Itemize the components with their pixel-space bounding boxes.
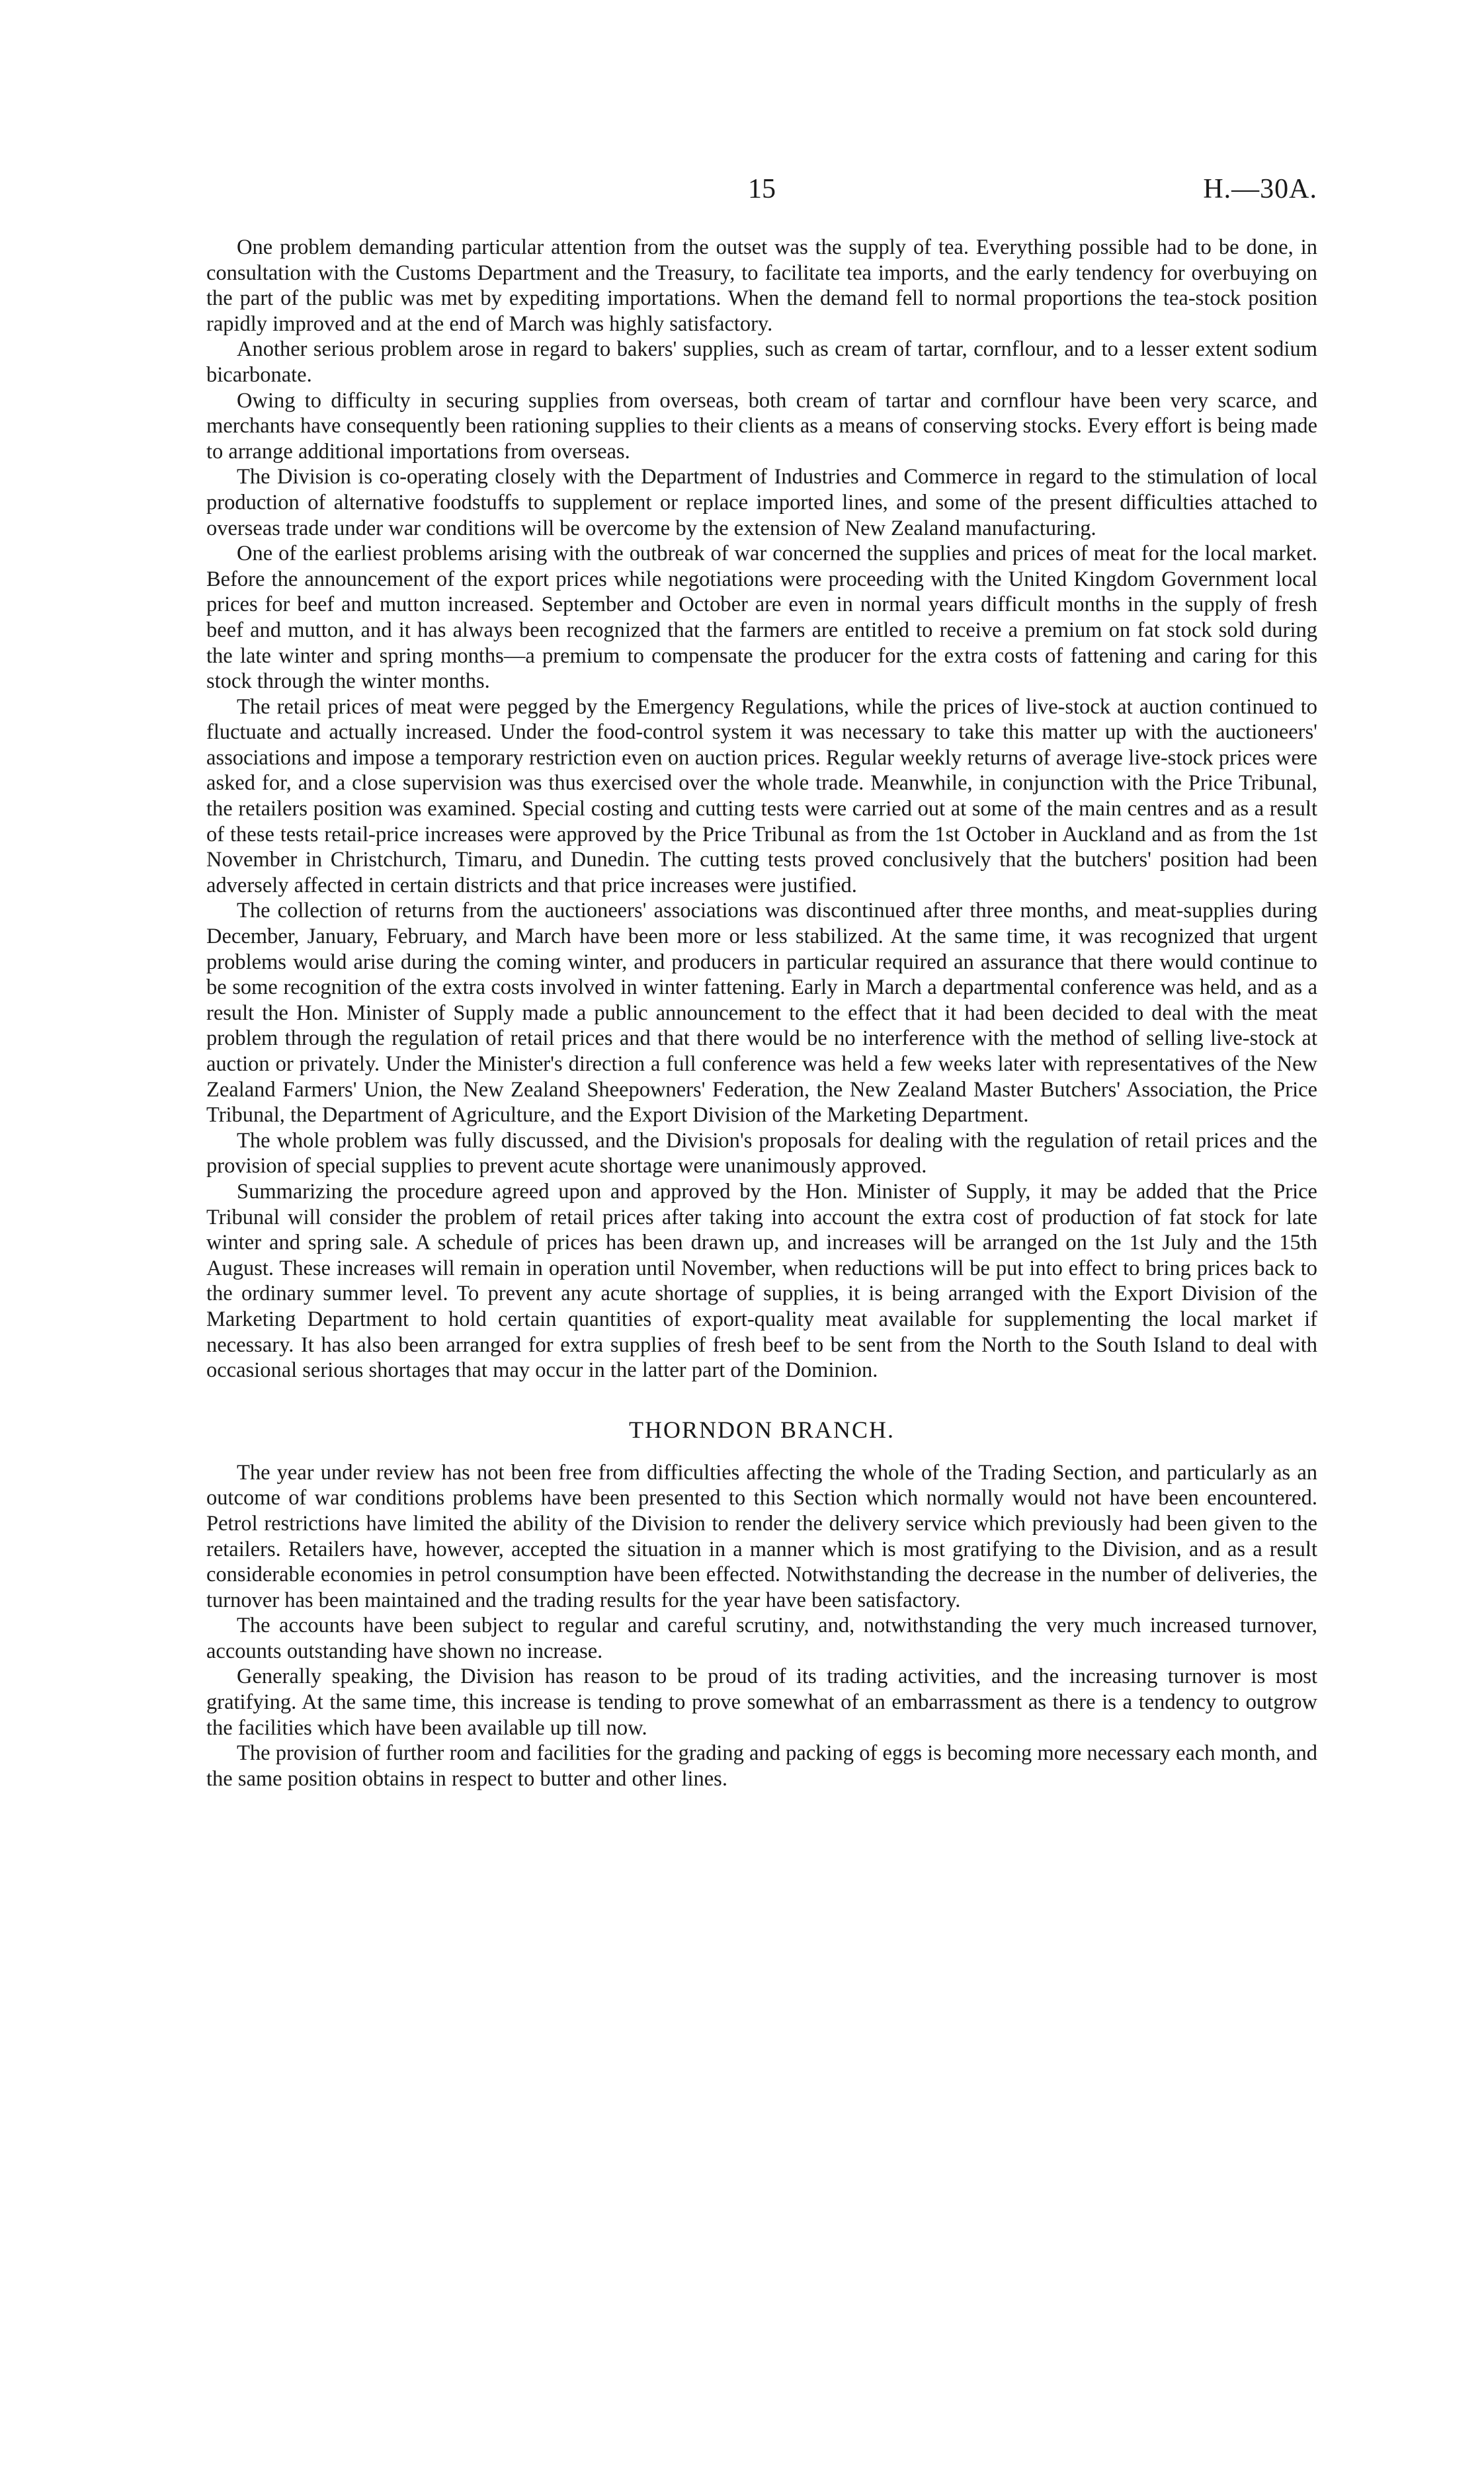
document-reference: H.—30A.: [1203, 174, 1317, 204]
document-page: [206, 0, 1317, 2468]
paragraph-tea-supply: One problem demanding particular attention from the outset was the supply of tea. Everything possible had to be done, in consultation with the Customs Department and the Treasury, to facilitate tea imports, and the early tendency for overbuying on the part of the public was met by expediting importations. When the demand fell to normal proportions the tea-stock position rapidly improved and at the end of March was highly satisfactory.: [206, 235, 1317, 336]
paragraph-proposals-approved: The whole problem was fully discussed, and the Division's proposals for dealing with the regulation of retail prices and the provision of special supplies to prevent acute shortage were unanimously approved.: [206, 1128, 1317, 1178]
page-number: 15: [748, 174, 776, 204]
paragraph-accounts: The accounts have been subject to regular and careful scrutiny, and, notwithstanding the very much increased turnover, accounts outstanding have shown no increase.: [206, 1614, 1317, 1663]
paragraph-auctioneer-returns: The collection of returns from the auctioneers' associations was discontinued after three months, and meat-supplies during December, January, February, and March have been more or less stabilized. At the same time, it was recognized that urgent problems would arise during the coming winter, and producers in particular required an assurance that there would continue to be some recognition of the extra costs involved in winter fattening. Early in March a departmental conference was held, and as a result the Hon. Minister of Supply made a public announcement to the effect that it had been decided to deal with the meat problem through the regulation of retail prices and that there would be no interference with the method of selling live-stock at auction or privately. Under the Minister's direction a full conference was held a few weeks later with representatives of the New Zealand Farmers' Union, the New Zealand Sheepowners' Federation, the New Zealand Master Butchers' Association, the Price Tribunal, the Department of Agriculture, and the Export Division of the Marketing Department.: [206, 899, 1317, 1128]
paragraph-bakers-supplies: Another serious problem arose in regard to bakers' supplies, such as cream of tartar, cornflour, and to a lesser extent sodium bicarbonate.: [206, 337, 1317, 387]
document-body: [206, 235, 1317, 1791]
section-heading: THORNDON BRANCH.: [628, 1416, 895, 1443]
page-header: [206, 173, 1317, 213]
paragraph-retail-meat-prices: The retail prices of meat were pegged by the Emergency Regulations, while the prices of live-stock at auction continued to fluctuate and actually increased. Under the food-control system it was necessary to take this matter up with the auctioneers' associations and impose a temporary restriction even on auction prices. Regular weekly returns of average live-stock prices were asked for, and a close supervision was thus exercised over the whole trade. Meanwhile, in conjunction with the Price Tribunal, the retailers position was examined. Special costing and cutting tests were carried out at some of the main centres and as a result of these tests retail-price increases were approved by the Price Tribunal as from the 1st October in Auckland and as from the 1st November in Christchurch, Timaru, and Dunedin. The cutting tests proved conclusively that the butchers' position had been adversely affected in certain districts and that price increases were justified.: [206, 694, 1317, 897]
paragraph-local-production: The Division is co-operating closely with the Department of Industries and Commerce in regard to the stimulation of local production of alternative foodstuffs to supplement or replace imported lines, and some of the present difficulties attached to overseas trade under war conditions will be overcome by the extension of New Zealand manufacturing.: [206, 465, 1317, 540]
paragraph-egg-grading: The provision of further room and facilities for the grading and packing of eggs is becoming more necessary each month, and the same position obtains in respect to butter and other lines.: [206, 1741, 1317, 1791]
paragraph-meat-prices: One of the earliest problems arising with the outbreak of war concerned the supplies and prices of meat for the local market. Before the announcement of the export prices while negotiations were proceeding with the United Kingdom Government local prices for beef and mutton increased. September and October are even in normal years difficult months in the supply of fresh beef and mutton, and it has always been recognized that the farmers are entitled to receive a premium on fat stock sold during the late winter and spring months—a premium to compensate the producer for the extra costs of fattening and caring for this stock through the winter months.: [206, 542, 1317, 694]
paragraph-trading-activities: Generally speaking, the Division has reason to be proud of its trading activities, and the increasing turnover is most gratifying. At the same time, this increase is tending to prove somewhat of an embarrassment as there is a tendency to outgrow the facilities which have been available up till now.: [206, 1665, 1317, 1740]
paragraph-procedure-summary: Summarizing the procedure agreed upon and approved by the Hon. Minister of Supply, it may be added that the Price Tribunal will consider the problem of retail prices after taking into account the extra cost of production of fat stock for late winter and spring sale. A schedule of prices has been drawn up, and increases will be arranged on the 1st July and the 15th August. These increases will remain in operation until November, when reductions will be put into effect to bring prices back to the ordinary summer level. To prevent any acute shortage of supplies, it is being arranged with the Export Division of the Marketing Department to hold certain quantities of export-quality meat available for supplementing the local market if necessary. It has also been arranged for extra supplies of fresh beef to be sent from the North to the South Island to deal with occasional serious shortages that may occur in the latter part of the Dominion.: [206, 1179, 1317, 1383]
paragraph-year-review: The year under review has not been free from difficulties affecting the whole of the Trading Section, and particularly as an outcome of war conditions problems have been presented to this Section which normally would not have been encountered. Petrol restrictions have limited the ability of the Division to render the delivery service which previously had been given to the retailers. Retailers have, however, accepted the situation in a manner which is most gratifying to the Division, and as a result considerable economies in petrol consumption have been effected. Notwithstanding the decrease in the number of deliveries, the turnover has been maintained and the trading results for the year have been satisfactory.: [206, 1460, 1317, 1612]
paragraph-overseas-supplies: Owing to difficulty in securing supplies from overseas, both cream of tartar and cornflour have been very scarce, and merchants have consequently been rationing supplies to their clients as a means of conserving stocks. Every effort is being made to arrange additional importations from overseas.: [206, 388, 1317, 464]
